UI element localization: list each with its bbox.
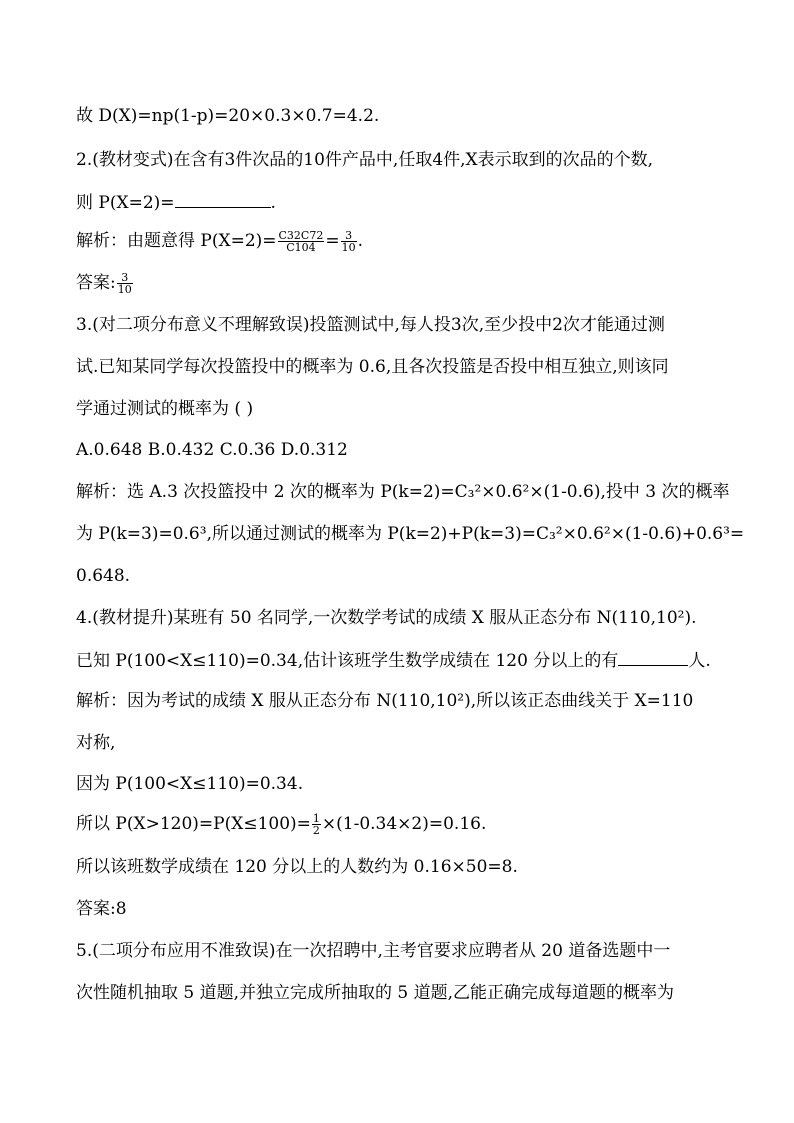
answer-blank: [618, 647, 688, 666]
text-segment: 所以 P(X>120)=P(X≤100)=: [76, 814, 311, 834]
question-3-line: 学通过测试的概率为 ( ): [76, 399, 254, 419]
question-5-line: 次性随机抽取 5 道题,并独立完成所抽取的 5 道题,乙能正确完成每道题的概率为: [76, 983, 675, 1003]
question-4-line: 4.(教材提升)某班有 50 名同学,一次数学考试的成绩 X 服从正态分布 N(110,10²).: [76, 608, 697, 628]
text-segment: 解析：由题意得 P(X=2)=: [76, 231, 277, 251]
analysis-line: [76, 229, 363, 253]
text-segment: 人.: [688, 651, 711, 671]
question-2-line: 2.(教材变式)在含有3件次品的10件产品中,任取4件,X表示取到的次品的个数,: [76, 150, 654, 170]
analysis-line: 因为 P(100<X≤110)=0.34.: [76, 774, 304, 794]
answer-line: 答案:8: [76, 899, 127, 919]
question-5-line: 5.(二项分布应用不准致误)在一次招聘中,主考官要求应聘者从 20 道备选题中一: [76, 941, 671, 961]
text-segment: .: [270, 193, 276, 213]
analysis-line: 为 P(k=3)=0.6³,所以通过测试的概率为 P(k=2)+P(k=3)=C₃²×0.6²×(1-0.6)+0.6³=: [76, 524, 745, 544]
fraction: [278, 230, 325, 253]
fraction-numerator: 3: [117, 272, 133, 284]
analysis-line: 对称,: [76, 733, 116, 753]
analysis-line: [76, 812, 486, 836]
question-3-line: 3.(对二项分布意义不理解致误)投篮测试中,每人投3次,至少投中2次才能通过测: [76, 315, 665, 335]
fraction-denominator: C104: [286, 241, 316, 254]
text-segment: =: [325, 231, 340, 251]
fraction-numerator: C32C72: [278, 229, 324, 242]
text-segment: 答案:: [76, 273, 116, 293]
text-segment: .: [357, 231, 363, 251]
analysis-line: 解析：因为考试的成绩 X 服从正态分布 N(110,10²),所以该正态曲线关于 X=110: [76, 691, 694, 711]
analysis-line: 0.648.: [76, 566, 131, 586]
question-4-blank-line: [76, 647, 711, 673]
fraction-numerator: 3: [341, 230, 357, 242]
options-line: A.0.648 B.0.432 C.0.36 D.0.312: [76, 440, 348, 460]
fraction: [341, 230, 357, 253]
analysis-line: 所以该班数学成绩在 120 分以上的人数约为 0.16×50=8.: [76, 857, 518, 877]
text-segment: 则 P(X=2)=: [76, 193, 175, 213]
fraction-denominator: 10: [341, 241, 356, 254]
text-line: 故 D(X)=np(1-p)=20×0.3×0.7=4.2.: [76, 106, 380, 126]
question-2-blank-line: [76, 189, 276, 215]
fraction-denominator: 2: [312, 824, 320, 837]
answer-line: [76, 271, 134, 295]
fraction: [117, 272, 133, 295]
fraction-numerator: 1: [312, 812, 320, 825]
answer-blank: [175, 189, 271, 208]
text-segment: ×(1-0.34×2)=0.16.: [321, 814, 487, 834]
text-segment: 已知 P(100<X≤110)=0.34,估计该班学生数学成绩在 120 分以上的有: [76, 651, 619, 671]
fraction-denominator: 10: [117, 283, 132, 296]
analysis-line: 解析：选 A.3 次投篮投中 2 次的概率为 P(k=2)=C₃²×0.6²×(1-0.6),投中 3 次的概率: [76, 482, 730, 502]
question-3-line: 试.已知某同学每次投篮投中的概率为 0.6,且各次投篮是否投中相互独立,则该同: [76, 357, 669, 377]
fraction: [312, 813, 321, 836]
